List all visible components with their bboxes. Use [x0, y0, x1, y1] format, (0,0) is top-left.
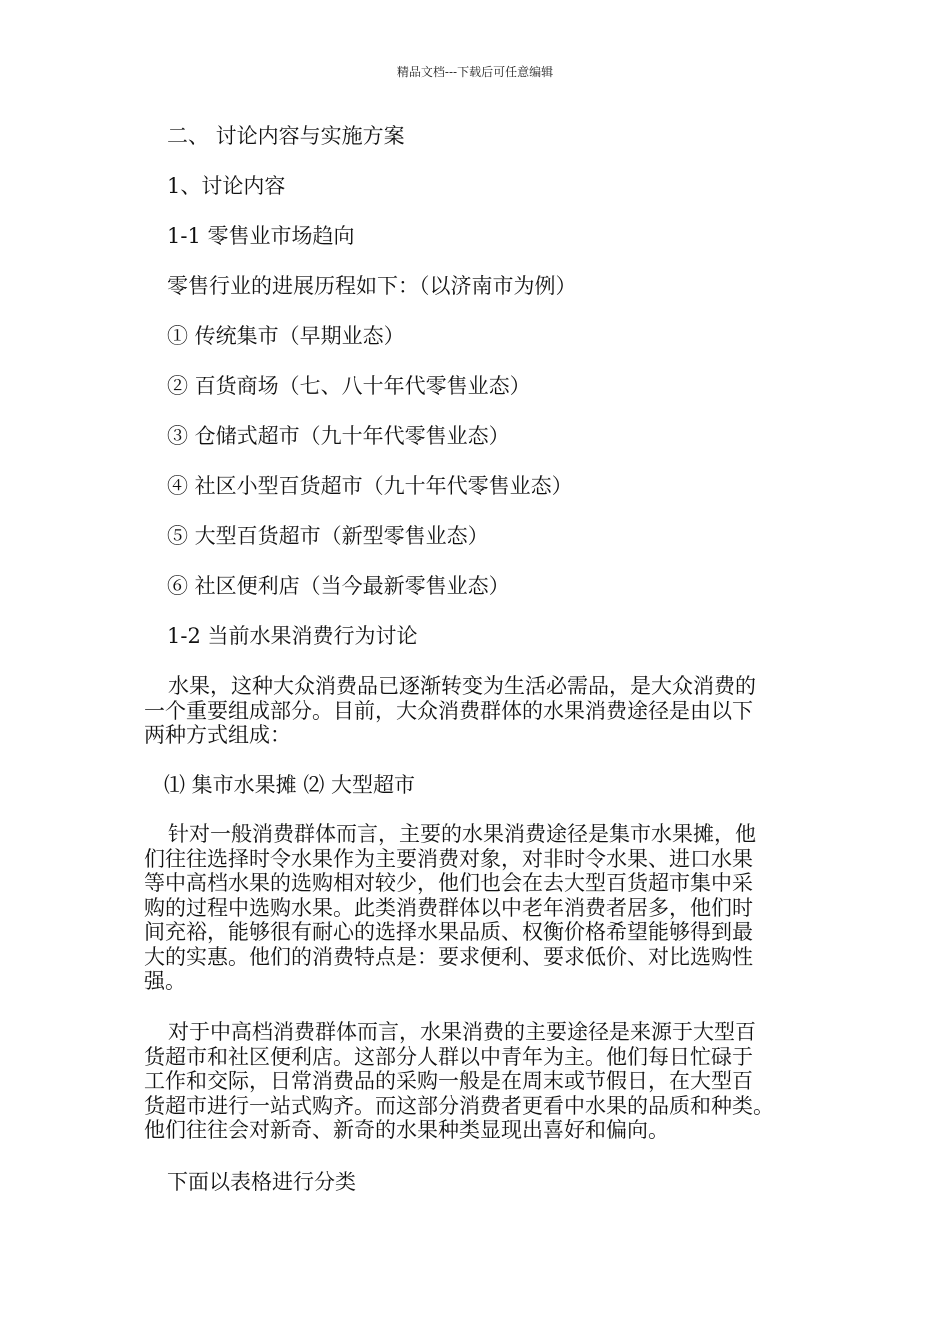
list-item: ⑤ 大型百货超市（新型零售业态）	[167, 524, 489, 548]
paragraph-line: 工作和交际，日常消费品的采购一般是在周末或节假日，在大型百	[144, 1069, 753, 1093]
section-title: 二、 讨论内容与实施方案	[167, 124, 405, 148]
subsection-title: 1、讨论内容	[167, 174, 286, 198]
list-item: ③ 仓储式超市（九十年代零售业态）	[167, 424, 510, 448]
heading-retail-trend: 1-1 零售业市场趋向	[167, 224, 355, 248]
paragraph-line: 等中高档水果的选购相对较少，他们也会在去大型百货超市集中采	[144, 871, 753, 895]
list-item: ② 百货商场（七、八十年代零售业态）	[167, 374, 531, 398]
paragraph-line: 货超市进行一站式购齐。而这部分消费者更看中水果的品质和种类。	[144, 1093, 774, 1118]
paragraph-line: 他们往往会对新奇、新奇的水果种类显现出喜好和偏向。	[144, 1118, 669, 1142]
paragraph-line: 水果，这种大众消费品已逐渐转变为生活必需品，是大众消费的	[168, 674, 756, 698]
list-item: ④ 社区小型百货超市（九十年代零售业态）	[167, 474, 573, 498]
list-item: ⑥ 社区便利店（当今最新零售业态）	[167, 574, 510, 598]
retail-intro: 零售行业的进展历程如下：（以济南市为例）	[167, 274, 577, 298]
consumption-ways: ⑴ 集市水果摊 ⑵ 大型超市	[164, 773, 416, 797]
list-item: ① 传统集市（早期业态）	[167, 324, 405, 348]
paragraph-line: 强。	[144, 969, 186, 993]
paragraph-line: 货超市和社区便利店。这部分人群以中青年为主。他们每日忙碌于	[144, 1044, 753, 1069]
paragraph-line: 一个重要组成部分。目前，大众消费群体的水果消费途径是由以下	[144, 698, 753, 723]
paragraph-line: 两种方式组成：	[144, 723, 291, 747]
paragraph-fruit-overview	[144, 674, 834, 748]
paragraph-line: 间充裕，能够很有耐心的选择水果品质、权衡价格希望能够得到最	[144, 920, 753, 944]
paragraph-line: 针对一般消费群体而言，主要的水果消费途径是集市水果摊，他	[168, 822, 756, 846]
paragraph-line: 们往往选择时令水果作为主要消费对象，对非时令水果、进口水果	[144, 846, 753, 871]
page-header: 精品文档---下载后可任意编辑	[396, 65, 554, 79]
heading-fruit-consumption: 1-2 当前水果消费行为讨论	[167, 624, 418, 648]
paragraph-line: 对于中高档消费群体而言，水果消费的主要途径是来源于大型百	[168, 1020, 756, 1044]
paragraph-general-consumers	[144, 822, 834, 994]
paragraph-premium-consumers	[144, 1020, 834, 1143]
paragraph-line: 购的过程中选购水果。此类消费群体以中老年消费者居多，他们时	[144, 895, 753, 920]
closing-line: 下面以表格进行分类	[167, 1170, 356, 1194]
paragraph-line: 大的实惠。他们的消费特点是：要求便利、要求低价、对比选购性	[144, 944, 753, 969]
